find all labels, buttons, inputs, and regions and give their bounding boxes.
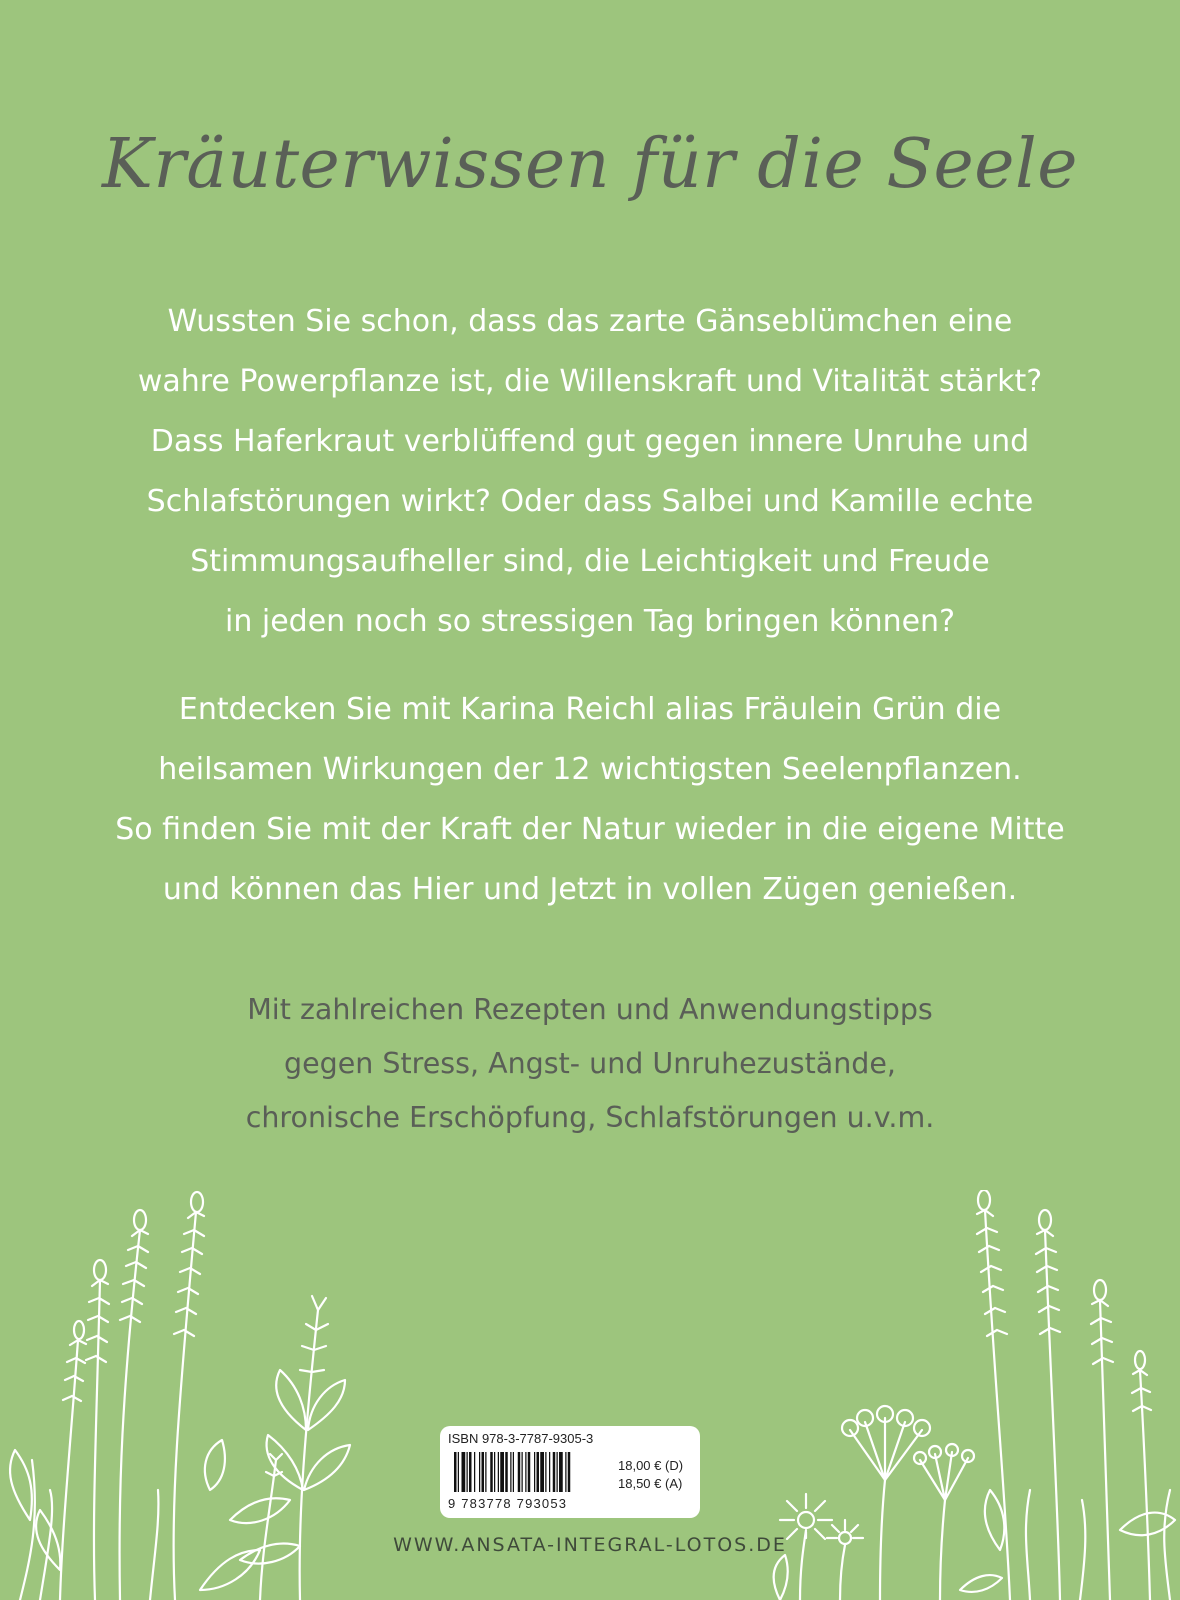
- barcode-bar: [528, 1452, 531, 1492]
- price-germany: 18,00 € (D): [618, 1458, 684, 1473]
- intro-paragraph: [0, 292, 1180, 652]
- barcode-bar: [458, 1452, 459, 1492]
- feature-line: Mit zahlreichen Rezepten und Anwendungstipps: [247, 993, 933, 1026]
- publisher-website: WWW.ANSATA-INTEGRAL-LOTOS.DE: [393, 1534, 787, 1556]
- intro-line: Wussten Sie schon, dass das zarte Gänseblümchen eine: [167, 304, 1013, 339]
- barcode-bar: [494, 1452, 495, 1492]
- barcode-bar: [479, 1452, 480, 1492]
- barcode-bar: [522, 1452, 523, 1492]
- barcode-bar: [474, 1452, 475, 1492]
- barcode-bar: [469, 1452, 472, 1492]
- barcode-bar: [568, 1452, 571, 1492]
- barcode-bar: [505, 1452, 508, 1492]
- barcode-bar: [467, 1452, 468, 1492]
- intro-line: Dass Haferkraut verblüffend gut gegen innere Unruhe und: [150, 424, 1030, 459]
- barcode-bar: [549, 1452, 550, 1492]
- barcode-digits: 9 783778 793053: [448, 1496, 568, 1511]
- barcode-bar: [545, 1452, 546, 1492]
- feature-line: gegen Stress, Angst- und Unruhezustände,: [284, 1047, 896, 1080]
- intro-line: in jeden noch so stressigen Tag bringen können?: [224, 604, 955, 639]
- feature-highlight: [0, 983, 1180, 1145]
- barcode-bar: [510, 1452, 511, 1492]
- barcode-bar: [525, 1452, 526, 1492]
- description-line: Entdecken Sie mit Karina Reichl alias Fräulein Grün die: [178, 692, 1002, 727]
- feature-line: chronische Erschöpfung, Schlafstörungen u.v.m.: [245, 1101, 935, 1134]
- description-line: So finden Sie mit der Kraft der Natur wieder in die eigene Mitte: [115, 812, 1065, 847]
- barcode-bar: [534, 1452, 535, 1492]
- barcode-bar: [482, 1452, 485, 1492]
- description-line: heilsamen Wirkungen der 12 wichtigsten Seelenpflanzen.: [158, 752, 1022, 787]
- intro-line: Schlafstörungen wirkt? Oder dass Salbei und Kamille echte: [146, 484, 1034, 519]
- barcode-bar: [485, 1452, 486, 1492]
- barcode-bar: [559, 1452, 563, 1492]
- barcode-bar: [462, 1452, 466, 1492]
- barcode-bar: [498, 1452, 499, 1492]
- barcode-bar: [537, 1452, 540, 1492]
- barcode-label: [440, 1426, 700, 1518]
- barcode-bar: [553, 1452, 556, 1492]
- barcode-bar: [513, 1452, 514, 1492]
- barcode-bar: [565, 1452, 566, 1492]
- barcode-bar: [557, 1452, 558, 1492]
- description-paragraph: [0, 680, 1180, 920]
- barcode-icon: [454, 1452, 604, 1492]
- barcode-bar: [454, 1452, 457, 1492]
- intro-line: wahre Powerpflanze ist, die Willenskraft und Vitalität stärkt?: [137, 364, 1043, 399]
- description-line: und können das Hier und Jetzt in vollen Zügen genießen.: [162, 872, 1018, 907]
- barcode-bar: [500, 1452, 504, 1492]
- barcode-bar: [540, 1452, 544, 1492]
- intro-line: Stimmungsaufheller sind, die Leichtigkeit und Freude: [190, 544, 990, 579]
- barcode-bar: [490, 1452, 493, 1492]
- price-austria: 18,50 € (A): [618, 1476, 683, 1491]
- isbn-text: ISBN 978-3-7787-9305-3: [448, 1431, 594, 1446]
- barcode-bar: [518, 1452, 521, 1492]
- cover-title: Kräuterwissen für die Seele: [102, 125, 1078, 204]
